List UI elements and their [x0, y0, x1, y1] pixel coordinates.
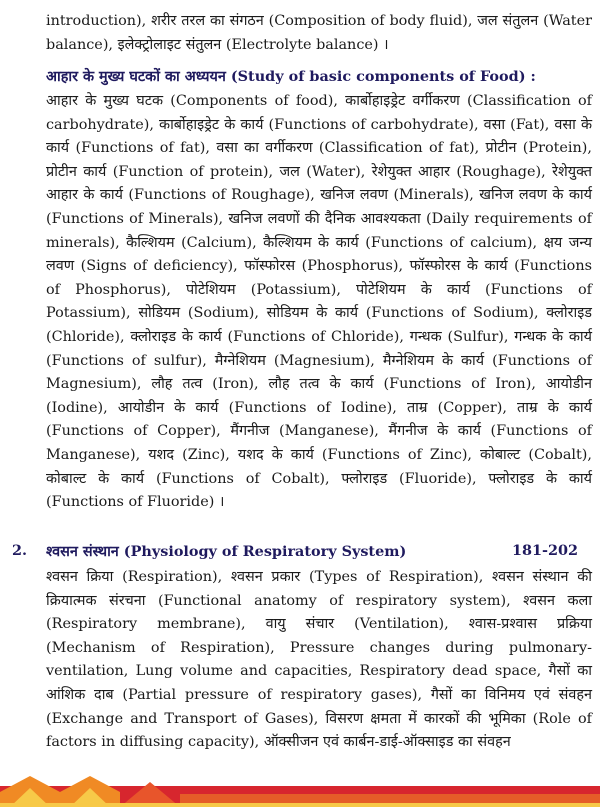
section-title: श्वसन संस्थान (Physiology of Respiratory System) [46, 543, 407, 560]
intro-paragraph: introduction), शरीर तरल का संगठन (Composition of body fluid), जल संतुलन (Water balance), इलेक्ट्रोलाइट संतुलन (Electrolyte balance) । [46, 13, 592, 53]
respiratory-paragraph: श्वसन क्रिया (Respiration), श्वसन प्रकार (Types of Respiration), श्वसन संस्थान की क्रियात्मक संरचना (Functional anatomy of respiratory system), श्वसन कला (Respiratory membrane), वायु संचार (Ventilation), श्वास-प्रश्वास प्रक्रिया (Mechanism of Respiration), Pressure changes during pulmonary-ventilation, Lung volume and capacities, Respiratory dead space, गैसों का आंशिक दाब (Partial pressure of respiratory gases), गैसों का विनिमय एवं संवहन (Exchange and Transport of Gases), विसरण क्षमता में कारकों की भूमिका (Role of factors in diffusing capacity), ऑक्सीजन एवं कार्बन-डाई-ऑक्साइड का संवहन [46, 569, 592, 751]
section-page-range: 181-202 [511, 542, 578, 559]
footer-pattern-icon [0, 772, 600, 807]
food-components-heading: आहार के मुख्य घटकों का अध्ययन (Study of basic components of Food) : [46, 68, 536, 85]
food-components-paragraph: आहार के मुख्य घटक (Components of food), कार्बोहाइड्रेट वर्गीकरण (Classification of carbohydrate), कार्बोहाइड्रेट के कार्य (Functions of carbohydrate), वसा (Fat), वसा के कार्य (Functions of fat), वसा का वर्गीकरण (Classification of fat), प्रोटीन (Protein), प्रोटीन कार्य (Function of protein), जल (Water), रेशेयुक्त आहार (Roughage), रेशेयुक्त आहार के कार्य (Functions of Roughage), खनिज लवण (Minerals), खनिज लवण के कार्य (Functions of Minerals), खनिज लवणों की दैनिक आवश्यकता (Daily requirements of minerals), कैल्शियम (Calcium), कैल्शियम के कार्य (Functions of calcium), क्षय जन्य लवण (Signs of deficiency), फॉस्फोरस (Phosphorus), फॉस्फोरस के कार्य (Functions of Phosphorus), पोटेशियम (Potassium), पोटेशियम के कार्य (Functions of Potassium), सोडियम (Sodium), सोडियम के कार्य (Functions of Sodium), क्लोराइड (Chloride), क्लोराइड के कार्य (Functions of Chloride), गन्धक (Sulfur), गन्धक के कार्य (Functions of sulfur), मैग्नेशियम (Magnesium), मैग्नेशियम के कार्य (Functions of Magnesium), लौह तत्व (Iron), लौह तत्व के कार्य (Functions of Iron), आयोडीन (Iodine), आयोडीन के कार्य (Functions of Iodine), ताम्र (Copper), ताम्र के कार्य (Functions of Copper), मैंगनीज (Manganese), मैंगनीज के कार्य (Functions of Manganese), यशद (Zinc), यशद के कार्य (Functions of Zinc), कोबाल्ट (Cobalt), कोबाल्ट के कार्य (Functions of Cobalt), फ्लोराइड (Fluoride), फ्लोराइड के कार्य (Functions of Fluoride) । [46, 93, 592, 511]
decorative-footer-band [0, 772, 600, 807]
section-number: 2. [12, 542, 28, 559]
